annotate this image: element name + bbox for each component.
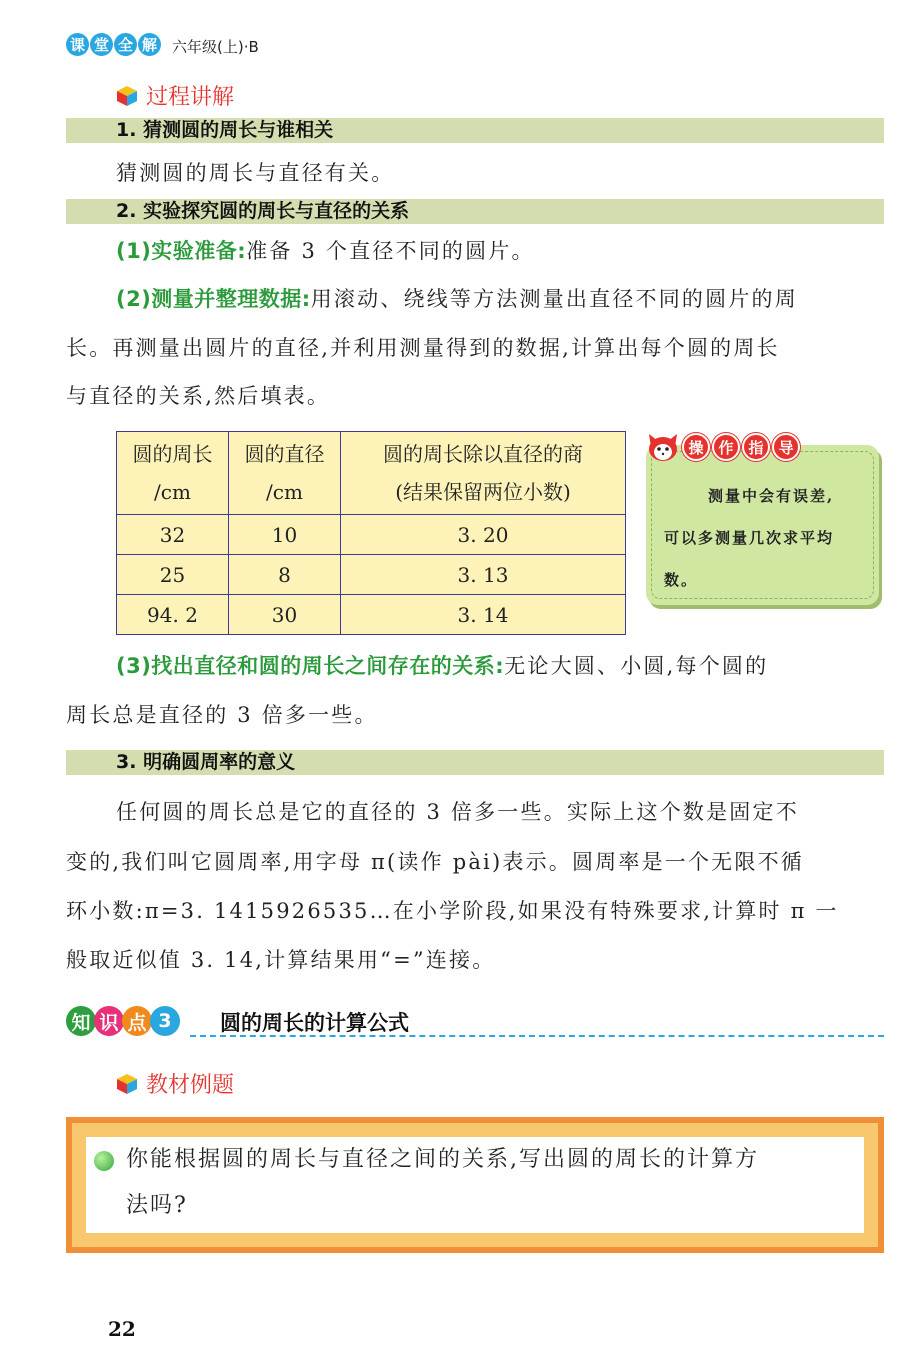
tip-title-char: 指 [742,433,770,461]
question-box-inner [86,1137,864,1233]
pi-paragraph-line: 环小数:π=3. 1415926535…在小学阶段,如果没有特殊要求,计算时 π 一 [66,899,839,923]
dashed-divider [190,1035,884,1037]
header-badge-char: 全 [114,33,137,56]
item-1 [66,226,884,276]
item-2-line-3: 与直径的关系,然后填表。 [66,384,331,408]
cube-icon [116,85,138,107]
pi-paragraph-line: 变的,我们叫它圆周率,用字母 π(读作 pài)表示。圆周率是一个无限不循 [66,850,804,874]
table-header-cell: 圆的周长除以直径的商 (结果保留两位小数) [341,432,626,515]
tip-title-char: 操 [682,433,710,461]
knowledge-point-char: 点 [122,1006,152,1036]
paragraph: 猜测圆的周长与直径有关。 [116,161,395,185]
step-title: 1. 猜测圆的周长与谁相关 [116,119,334,141]
knowledge-point-badge [66,1006,178,1036]
knowledge-point-char: 3 [150,1006,180,1036]
table-header-row [117,432,626,515]
table-header-cell: 圆的直径 /cm [229,432,341,515]
table-cell: 3. 14 [341,595,626,635]
table-header-cell: 圆的周长 /cm [117,432,229,515]
tip-heading [646,432,800,462]
table-row [117,515,626,555]
header-badge [66,33,161,56]
tip-title-char: 作 [712,433,740,461]
table-cell: 94. 2 [117,595,229,635]
step-title: 2. 实验探究圆的周长与直径的关系 [116,200,410,222]
green-dot-icon [94,1151,114,1171]
section-title: 教材例题 [146,1073,235,1098]
step-bar [66,199,884,224]
table-cell: 10 [229,515,341,555]
cube-icon [116,1073,138,1095]
question-text: 你能根据圆的周长与直径之间的关系,写出圆的周长的计算方 法吗? [126,1147,759,1218]
knowledge-point-title: 圆的周长的计算公式 [220,1011,409,1035]
step-bar [66,118,884,143]
table-cell: 3. 20 [341,515,626,555]
item-label: (2)测量并整理数据: [116,287,311,311]
tip-title-char: 导 [772,433,800,461]
table-row [117,555,626,595]
section-title: 过程讲解 [146,85,235,110]
knowledge-point-char: 识 [94,1006,124,1036]
table-cell: 30 [229,595,341,635]
header-badge-char: 堂 [90,33,113,56]
section-heading [116,80,234,111]
pi-paragraph-line: 任何圆的周长总是它的直径的 3 倍多一些。实际上这个数是固定不 [116,800,799,824]
step-title: 3. 明确圆周率的意义 [116,751,296,773]
knowledge-point-char: 知 [66,1006,96,1036]
data-table [116,431,626,635]
table-cell: 8 [229,555,341,595]
item-2-line-2: 长。再测量出圆片的直径,并利用测量得到的数据,计算出每个圆的周长 [66,336,780,360]
item-3-line-1: (3)找出直径和圆的周长之间存在的关系:无论大圆、小圆,每个圆的 [116,654,769,678]
tip-box [646,445,879,605]
table-cell: 25 [117,555,229,595]
header-subtitle: 六年级(上)·B [172,38,259,56]
pi-paragraph-line: 般取近似值 3. 14,计算结果用“=”连接。 [66,948,496,972]
table-cell: 3. 13 [341,555,626,595]
header-badge-char: 解 [138,33,161,56]
header-badge-char: 课 [66,33,89,56]
section-heading [116,1068,234,1099]
step-bar [66,750,884,775]
question-box-frame [72,1123,878,1247]
question-box [66,1117,884,1253]
item-3-line-2: 周长总是直径的 3 倍多一些。 [66,703,378,727]
item-text: 准备 3 个直径不同的圆片。 [246,239,535,263]
tip-text: 测量中会有误差, 可以多测量几次求平均 数。 [664,487,835,589]
item-label: (1)实验准备: [116,239,247,263]
table-row [117,595,626,635]
page-number: 22 [108,1317,136,1341]
item-2-line-1: (2)测量并整理数据:用滚动、绕线等方法测量出直径不同的圆片的周 [116,287,798,311]
item-label: (3)找出直径和圆的周长之间存在的关系: [116,654,505,678]
fox-mascot-icon [646,432,680,462]
table-cell: 32 [117,515,229,555]
